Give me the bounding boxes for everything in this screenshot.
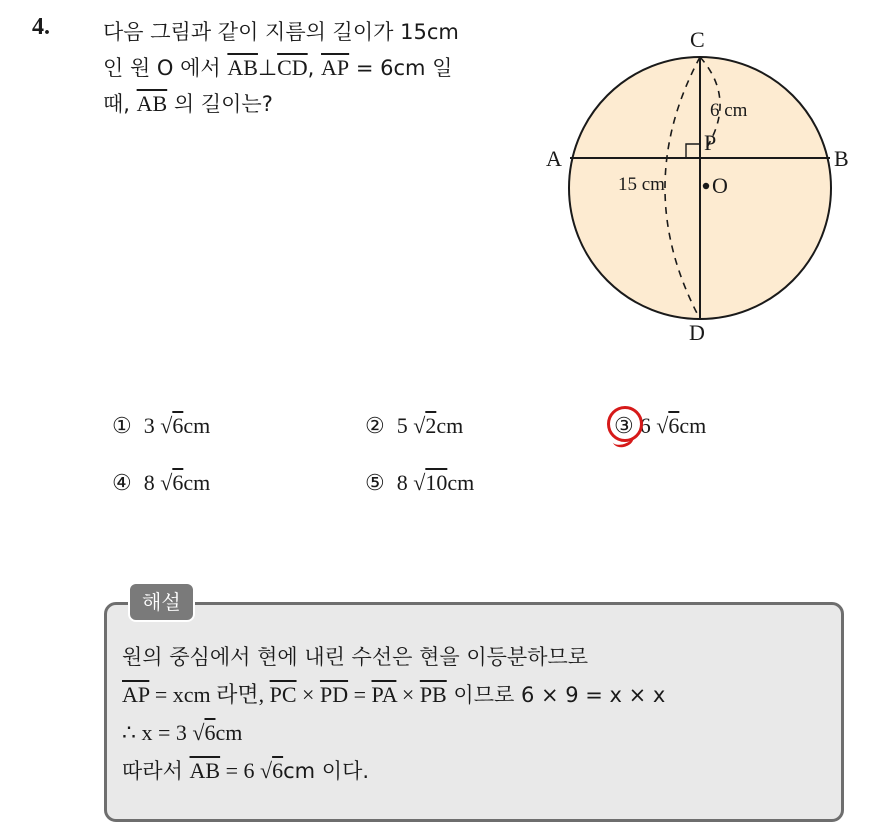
choice-2[interactable]: ② 5 √2cm <box>365 413 464 438</box>
choice-4-unit: cm <box>183 470 211 495</box>
sol-l3-unit: cm <box>215 720 243 745</box>
choice-2-radicand: 2 <box>425 413 437 438</box>
sol-seg-ap: $\overline{AP}$ <box>122 682 150 707</box>
label-15cm: 15 cm <box>618 174 665 195</box>
question-line-1: 다음 그림과 같이 지름의 길이가 15cm <box>103 20 459 44</box>
choice-5-coef: 8 <box>396 470 408 495</box>
question-number: 4. <box>32 14 50 40</box>
sol-l4-radicand: 6 <box>272 758 284 783</box>
question-line-2-lead: 인 원 O 에서 <box>103 56 228 80</box>
sol-times-2: × <box>396 682 420 707</box>
sol-l4-seg-ab: $\overline{AB}$ <box>189 758 221 783</box>
solution-text <box>122 638 832 790</box>
sol-seg-pa: $\overline{PA}$ <box>371 682 397 707</box>
sol-seg-pc: $\overline{PC}$ <box>269 682 297 707</box>
choice-1-coef: 3 <box>143 413 155 438</box>
segment-ab-asked: $\overline{AB}$ <box>136 91 168 116</box>
sol-seg-pb: $\overline{PB}$ <box>419 682 447 707</box>
center-point-o <box>703 183 709 189</box>
solution-line-2 <box>122 676 832 714</box>
sol-l2-a: = xcm 라면, <box>149 682 270 707</box>
segment-ab: $\overline{AB}$ <box>227 55 258 80</box>
sol-l3-a: ∴ x = 3 <box>122 720 193 745</box>
choice-4-radicand: 6 <box>172 470 184 495</box>
choice-2-unit: cm <box>436 413 464 438</box>
segment-ap: $\overline{AP}$ <box>321 55 350 80</box>
sol-l4-c: cm 이다. <box>283 759 370 783</box>
choice-1-number: ① <box>112 413 132 438</box>
circle-figure <box>0 0 884 360</box>
segment-cd: $\overline{CD}$ <box>277 55 308 80</box>
choice-3-coef: 6 <box>639 413 651 438</box>
label-c: C <box>690 27 705 52</box>
choice-5-radicand: 10 <box>425 470 448 495</box>
question-line-3-lead: 때, <box>103 92 137 116</box>
solution-line-3: ∴ x = 3 √6cm <box>122 720 243 745</box>
sol-seg-pd: $\overline{PD}$ <box>319 682 349 707</box>
label-a: A <box>546 146 562 171</box>
sol-l4-b: = 6 <box>220 758 261 783</box>
sol-l4-a: 따라서 <box>122 759 190 783</box>
choice-4-coef: 8 <box>143 470 155 495</box>
solution-line-4: 따라서 $\overline{AB} = 6$ √6cm 이다. <box>122 758 370 783</box>
choice-1-radicand: 6 <box>172 413 184 438</box>
choice-3-number: ③ <box>614 413 634 438</box>
choice-2-number: ② <box>365 413 385 438</box>
label-6cm: 6 cm <box>710 100 748 121</box>
choice-1-unit: cm <box>183 413 211 438</box>
label-d: D <box>689 320 705 345</box>
choice-2-coef: 5 <box>396 413 408 438</box>
solution-line-1: 원의 중심에서 현에 내린 수선은 현을 이등분하므로 <box>122 645 589 669</box>
choice-1[interactable]: ① 3 √6cm <box>112 413 211 438</box>
label-b: B <box>834 146 849 171</box>
sol-equals: = <box>348 682 372 707</box>
solution-tag: 해설 <box>128 582 195 622</box>
ap-value: = 6cm 일 <box>349 56 453 80</box>
comma: , <box>307 56 322 80</box>
question-line-3-tail: 의 길이는? <box>167 92 273 116</box>
label-o: O <box>712 173 728 198</box>
choice-4[interactable]: ④ 8 √6cm <box>112 470 211 495</box>
choice-4-number: ④ <box>112 470 132 495</box>
sol-l2-b: 이므로 6 × 9 = x × x <box>446 683 666 707</box>
choice-5[interactable]: ⑤ 8 √10cm <box>365 470 475 495</box>
sol-l3-radicand: 6 <box>204 720 216 745</box>
sol-times-1: × <box>296 682 320 707</box>
choice-3-unit: cm <box>679 413 707 438</box>
choice-3-radicand: 6 <box>668 413 680 438</box>
label-p: P <box>704 130 717 155</box>
choice-3[interactable]: ③ 6 √6cm <box>614 413 707 438</box>
choice-5-number: ⑤ <box>365 470 385 495</box>
perpendicular-symbol: ⊥ <box>257 55 278 80</box>
choice-5-unit: cm <box>447 470 475 495</box>
